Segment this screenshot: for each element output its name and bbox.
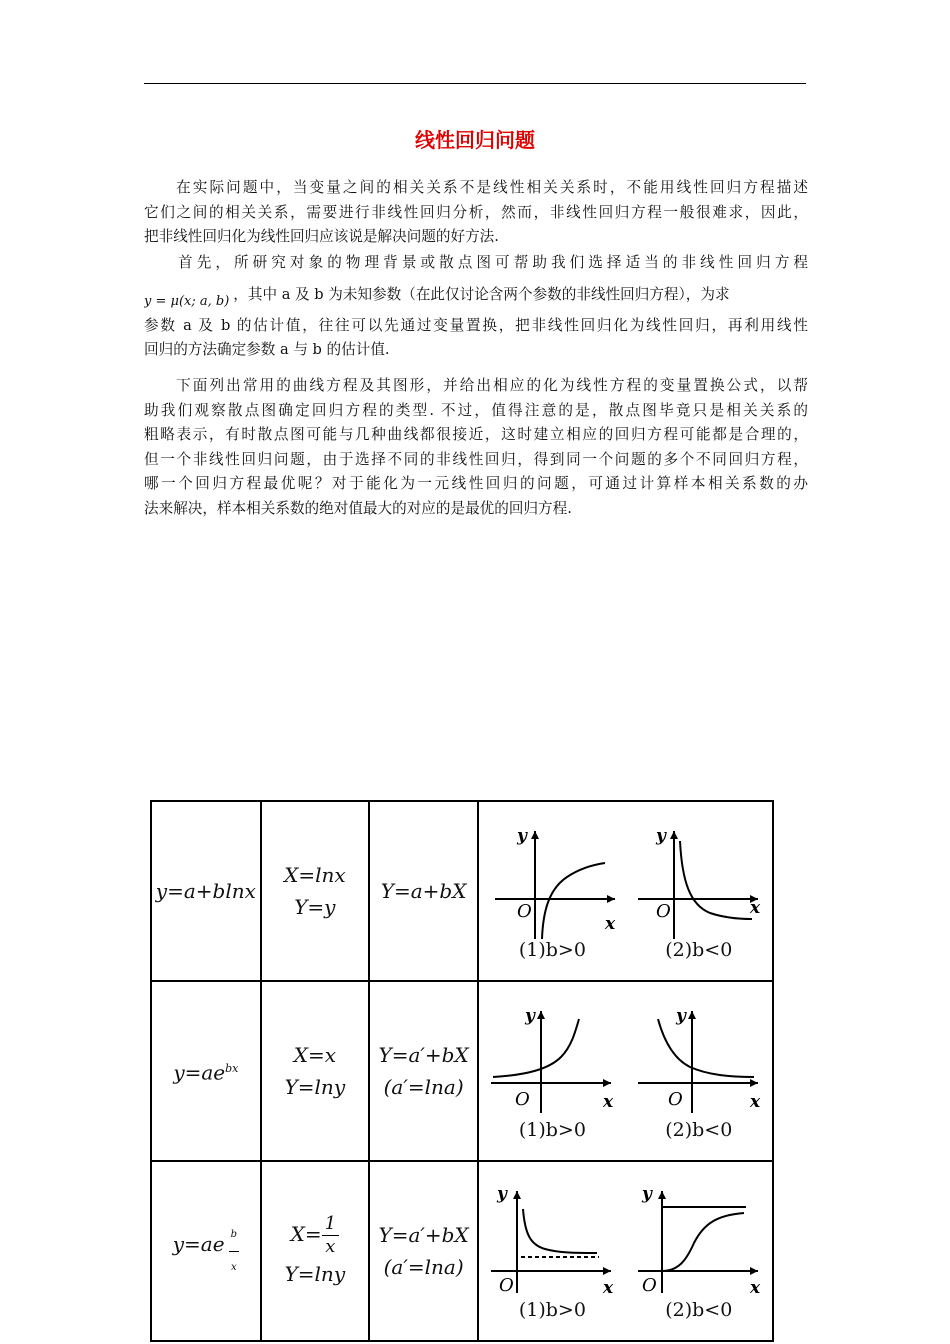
text-line: 下面列出常用的曲线方程及其图形，并给出相应的化为线性方程的变量置换公式，以帮 [174, 377, 808, 394]
graph-exp-bneg [634, 1001, 764, 1141]
text-line: 哪一个回归方程最优呢？对于能化为一元线性回归的问题，可通过计算样本相关系数的办 [144, 475, 808, 492]
graph-recip-bneg [634, 1181, 764, 1321]
origin-label: O [515, 1089, 531, 1110]
graphs-cell [478, 981, 773, 1161]
graph-plot [634, 821, 764, 941]
linear-form: Y=a+bX [369, 801, 478, 981]
origin-label: O [641, 1275, 657, 1296]
curve-equation: $y=ae^{bx}$ [151, 981, 261, 1161]
text-line: 在实际问题中，当变量之间的相关关系不是线性相关关系时，不能用线性回归方程描述 [174, 179, 808, 196]
linear-form: Y=a′+bX (a′=lna) [369, 1161, 478, 1341]
graph-caption: (2)b<0 [665, 1299, 733, 1321]
y-axis-label: y [517, 826, 528, 846]
graph-caption: (2)b<0 [665, 1119, 733, 1141]
substitution: X=x Y=lny [261, 981, 369, 1161]
page-title: 线性回归问题 [415, 128, 535, 152]
x-axis-label: x [603, 1092, 614, 1112]
graph-exp-bpos [487, 1001, 617, 1141]
curve-equation: y=ae $\frac{b}{x}$ [151, 1161, 261, 1341]
graph-log-bneg [634, 821, 764, 961]
text-line: 它们之间的相关关系，需要进行非线性回归分析，然而，非线性回归方程一般很难求，因此， [144, 203, 808, 221]
curve-equation: y=a+blnx [151, 801, 261, 981]
graph-caption: (1)b>0 [518, 1299, 586, 1321]
graph-plot [634, 1181, 764, 1301]
text-line: y = μ(x; a, b) ，其中 a 及 b 为未知参数（在此仅讨论含两个参数的非线性回归方程），为求 [144, 276, 808, 314]
table-row [151, 1161, 773, 1341]
graphs-cell [478, 1161, 773, 1341]
regression-formula: y = μ(x; a, b) [144, 293, 230, 309]
text-line: 法来解决，样本相关系数的绝对值最大的对应的是最优的回归方程. [144, 499, 572, 517]
graph-caption: (1)b>0 [518, 939, 586, 961]
y-axis-label: y [655, 826, 666, 846]
text-line: 把非线性回归化为线性回归应该说是解决问题的好方法. [144, 228, 499, 245]
paragraph-method [144, 251, 808, 363]
x-axis-label: x [605, 914, 616, 934]
table-row [151, 981, 773, 1161]
y-axis-label: y [675, 1006, 686, 1026]
text-line: 回归的方法确定参数 a 与 b 的估计值. [144, 341, 390, 358]
x-axis-label: x [749, 1278, 760, 1298]
text-line: 助我们观察散点图确定回归方程的类型. 不过，值得注意的是，散点图毕竟只是相关关系的 [144, 401, 808, 419]
graph-plot [487, 1181, 617, 1301]
table-row [151, 801, 773, 981]
text-line: 粗略表示，有时散点图可能与几种曲线都很接近，这时建立相应的回归方程可能都是合理的， [144, 426, 808, 443]
x-axis-label: x [603, 1278, 614, 1298]
graph-plot [634, 1001, 764, 1121]
origin-label: O [667, 1089, 683, 1110]
graph-caption: (1)b>0 [518, 1119, 586, 1141]
graph-plot [487, 821, 617, 941]
substitution: X=lnx Y=y [261, 801, 369, 981]
curve-table [150, 800, 774, 1342]
x-axis-label: x [749, 1092, 760, 1112]
y-axis-label: y [497, 1184, 508, 1204]
text-line: 首先，所研究对象的物理背景或散点图可帮助我们选择适当的非线性回归方程 [174, 254, 808, 271]
linear-form: Y=a′+bX (a′=lna) [369, 981, 478, 1161]
paragraph-curves [144, 374, 808, 521]
graph-caption: (2)b<0 [665, 939, 733, 961]
text-line: 参数 a 及 b 的估计值，往往可以先通过变量置换，把非线性回归化为线性回归，再利用线性 [144, 316, 808, 334]
header-rule [144, 83, 806, 84]
graph-recip-bpos [487, 1181, 617, 1321]
origin-label: O [517, 901, 533, 922]
x-axis-label: x [749, 898, 760, 918]
graphs-cell [478, 801, 773, 981]
graph-plot [487, 1001, 617, 1121]
y-axis-label: y [525, 1006, 536, 1026]
origin-label: O [655, 901, 671, 922]
origin-label: O [499, 1275, 515, 1296]
substitution: X= $\frac{1}{x}$ Y=lny [261, 1161, 369, 1341]
text-line: 但一个非线性回归问题，由于选择不同的非线性回归，得到同一个问题的多个不同回归方程， [144, 450, 808, 468]
y-axis-label: y [641, 1184, 652, 1204]
paragraph-intro [144, 176, 808, 250]
graph-log-bpos [487, 821, 617, 961]
